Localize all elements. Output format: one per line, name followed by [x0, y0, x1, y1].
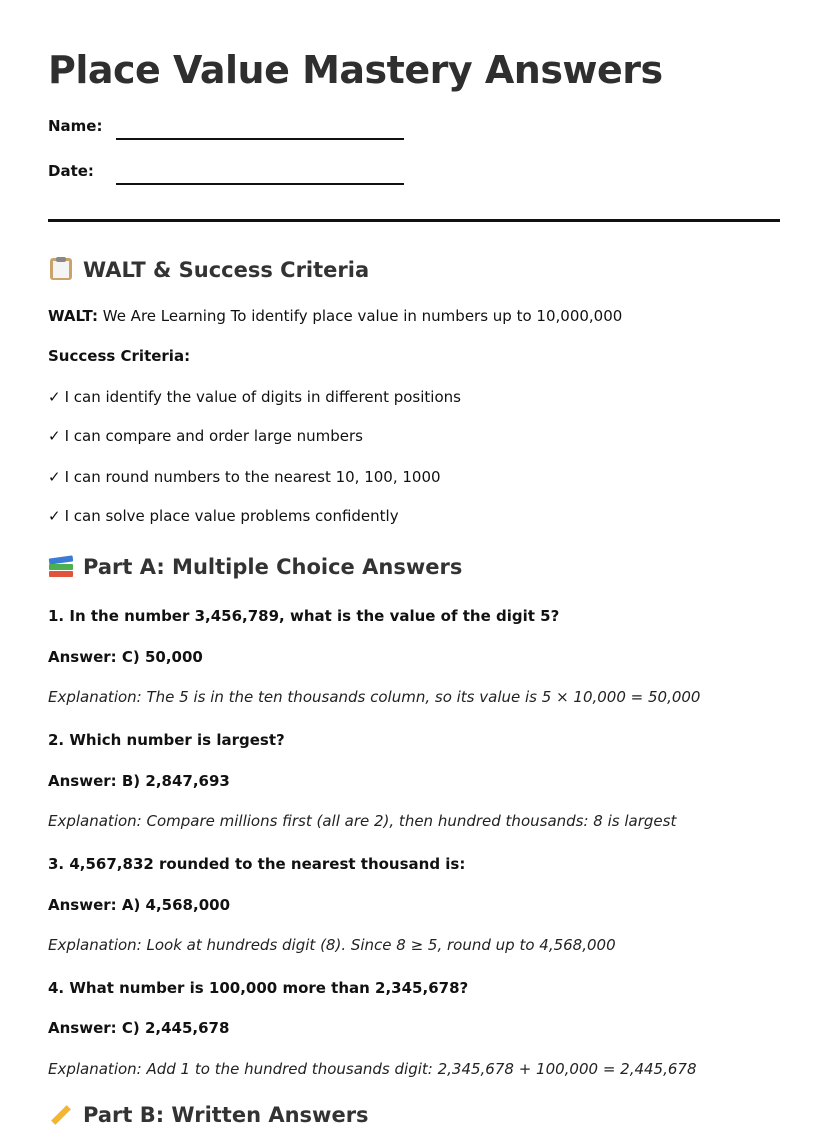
question-1: 1. In the number 3,456,789, what is the value of the digit 5?: [48, 607, 560, 625]
part-b-heading-text: Part B: Written Answers: [83, 1103, 369, 1127]
name-blank-line[interactable]: [116, 138, 404, 140]
explanation-2: Explanation: Compare millions first (all are 2), then hundred thousands: 8 is largest: [48, 812, 677, 830]
answer-2: Answer: B) 2,847,693: [48, 772, 230, 790]
question-3: 3. 4,567,832 rounded to the nearest thousand is:: [48, 855, 466, 873]
date-blank-line[interactable]: [116, 183, 404, 185]
question-4: 4. What number is 100,000 more than 2,345,678?: [48, 979, 469, 997]
date-field: [48, 162, 94, 180]
question-2: 2. Which number is largest?: [48, 731, 285, 749]
criteria-text: I can solve place value problems confidently: [64, 507, 399, 525]
criteria-item: [48, 468, 441, 486]
check-icon: ✓: [48, 427, 61, 445]
explanation-1: Explanation: The 5 is in the ten thousands column, so its value is 5 × 10,000 = 50,000: [48, 688, 701, 706]
check-icon: ✓: [48, 507, 61, 525]
pencil-icon: [48, 1102, 74, 1126]
date-label: Date:: [48, 162, 94, 180]
answer-4: Answer: C) 2,445,678: [48, 1019, 230, 1037]
walt-label: WALT:: [48, 307, 98, 325]
explanation-3: Explanation: Look at hundreds digit (8). Since 8 ≥ 5, round up to 4,568,000: [48, 936, 616, 954]
answer-3: Answer: A) 4,568,000: [48, 896, 231, 914]
criteria-item: [48, 507, 399, 525]
part-b-heading: [48, 1102, 369, 1127]
clipboard-icon: [48, 257, 74, 281]
name-field: [48, 117, 102, 135]
criteria-text: I can round numbers to the nearest 10, 100, 1000: [64, 468, 441, 486]
part-a-heading-text: Part A: Multiple Choice Answers: [83, 555, 463, 579]
check-icon: ✓: [48, 468, 61, 486]
criteria-text: I can compare and order large numbers: [64, 427, 363, 445]
walt-section-heading: [48, 257, 369, 282]
criteria-item: [48, 388, 461, 406]
part-a-heading: [48, 554, 462, 579]
walt-statement: [48, 307, 622, 325]
books-icon: [48, 554, 74, 578]
name-label: Name:: [48, 117, 103, 135]
check-icon: ✓: [48, 388, 61, 406]
explanation-4: Explanation: Add 1 to the hundred thousands digit: 2,345,678 + 100,000 = 2,445,678: [48, 1060, 697, 1078]
criteria-text: I can identify the value of digits in different positions: [64, 388, 461, 406]
walt-heading-text: WALT & Success Criteria: [83, 258, 370, 282]
header-divider: [48, 219, 780, 222]
criteria-item: [48, 427, 363, 445]
page-title: Place Value Mastery Answers: [48, 48, 663, 92]
answer-1: Answer: C) 50,000: [48, 648, 203, 666]
success-criteria-label: Success Criteria:: [48, 347, 191, 365]
walt-text: We Are Learning To identify place value in numbers up to 10,000,000: [97, 307, 623, 325]
